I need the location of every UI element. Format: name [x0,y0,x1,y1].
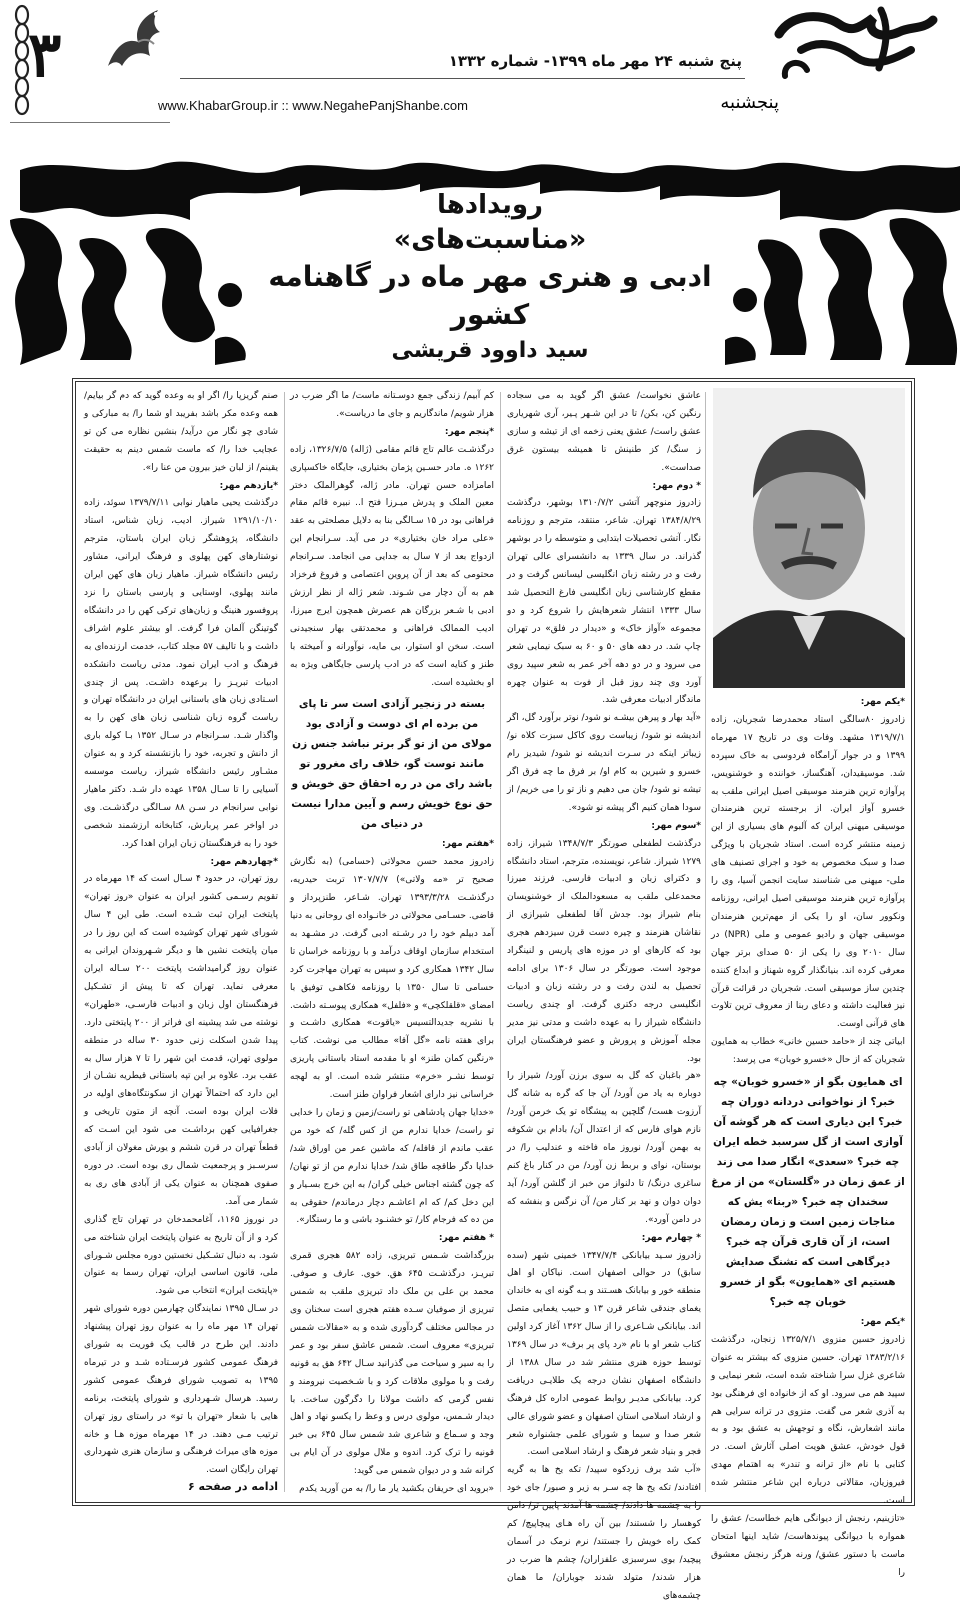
section-heading: *چهاردهم مهر: [210,856,278,867]
article-column-2 [507,388,701,1601]
paragraph: درگذشـت عالم تاج قائم مقامی (ژاله) ۱۳۲۶/۷/۵، زاده ۱۲۶۲ ه. مادر حسـین پژمان بختیاری، جایگاه خاکسپاری امامزاده حسن تهران. مادر ژاله، گوهرالملک دختر معین الملک و پدرش میـرزا فتح ا.. نبیره قائم مقام فراهانی بود در ۱۵ سـالگی بنا به دلایل مصلحتی به عقد «علی مراد خان بختیاری» در می آید. سـرانجام این ازدواج بعد از ۷ سال به جدایی می انجامد. سـرانجام محتومی که بعد از آن پروین اعتصامی و فروغ فرخزاد هم به آن دچار می شـوند. شعر ژاله از نظر ارزش ادبی با شـعر بزرگان هم عصرش همچون ایرج میرزا، ادیب الممالک فراهانی و محمدتقی بهار سنجیدنی است. سخن او استوار، بی مایه، نوآورانه و آمیخته با طنز و کنایه است که در ادب پارسی جایگاهی ویژه به او بخشیده است. [290,444,495,688]
paragraph: در سـال ۱۳۹۵ نمایندگان چهارمین دوره شورای شهر تهران ۱۴ مهر ماه را به عنوان روز تهران پیشنهاد دادند. این طرح در قالب یک فوریت به شورای فرهنگ عمومی کشور فرسـتاده شـد و در تیرماه ۱۳۹۵ به تصویب شورای فرهنگ عمومی کشور رسید. هرسال شـهرداری و شورای پایتخت، برنامه هایی با شعار «تهران با تو» در راستای روز تهران ترتیب مـی دهند. در ۱۴ مهرماه موزه هـا و خانه موزه های میراث فرهنگی و سازمان هنری شهرداری تهران رایگان است. [84,1304,278,1476]
paragraph: زادروز سـید بیابانکی ۱۳۴۷/۷/۴ خمینی شهر (سده سابق) در حوالی اصفهان است. نیاکان او اهل منطقه خور و بیابانک هسـتند و بـه گونه ای به خاندان یغمای جندقی شاعر قرن ۱۳ و حبیب یغمایی متصل اند. بیابانکی شـاعری را از سال ۱۳۶۲ آغاز کرد اولین کتاب شعر او با نام «رد پای پر برف» در سال ۱۳۶۹ توسط حوزه هنری منتشر شد در سال ۱۳۸۸ از دانشگاه اصفهان نشان درجه یک طلایـی دریافت کرد. بیابانکی مدیـر روابط عمومی اداره کل فرهنگ و ارشاد اسلامی استان اصفهان و عضو شورای عالی شعر صدا و سیما و شورای علمی جشنواره شعر فجر و بنیاد شعر فرهنگ و ارشاد اسلامی است. [507,1250,701,1458]
paragraph: در نوروز ۱۱۶۵، آغامحمدخان در تهران تاج گذاری کرد و از آن تاریخ به عنوان پایتخت ایران شناخته می شود. به دنبال تشـکیل نخستین دوره مجلس شـورای ملی، قانون اساسی ایران، تهران رسما به عنوان «پایتخت ایران» انتخاب می شود. [84,1214,279,1297]
poem-highlight: بسته در زنجیر آزادی است سر تا پای من برده ام ای دوست و آزادی بود مولای من از تو گر برتر نباشد جنس زن مانند توست گو، خلاف رای مغرور تو باشد رای من در ره احقاق حق خویش و حق نوع خویش رسم و آیین مدارا نیست در دنیای من [291,698,493,831]
poem-highlight: ای همایون بگو از «خسرو خوبان» چه خبر؟ از نواخوانی دردانه دوران چه خبر؟ این دیاری است که هر گوشه آن آوازی است از گل سرسبد خطه ایران چه خبر؟ «سعدی» انگار صدا می زند از عمق زمان در «گلستان» من از مرغ سخندان چه خبر؟ «ربنا» یش که مناجات زمین است و زمان رمضان است، از آن قاری قرآن چه خبر؟ دیرگاهی است که تشنگ صدایش هستیم ای «همایون» بگو از خسرو خوبان چه خبر؟ [711,1076,905,1309]
section-heading: * هفتم مهر: [438,1233,494,1244]
section-heading: *یکم مهر: [860,1317,905,1328]
phoenix-icon [98,4,168,76]
paragraph: درگذشت یحیی ماهیار نوابی ۱۳۷۹/۷/۱۱ سوئد، زاده ۱۲۹۱/۱۰/۱۰ شیراز. ادیب، زبان شناس، استاد دانشگاه، پژوهشگر زبان ایران باستان، مترجم نوشتارهای کهن پهلوی و فرهنگ ایرانی، مشاور رئیس دانشگاه شیراز. ماهیار زبان های کهن ایران مانند پهلوی، اوستایی و پارسی باستان را نزد پروفسور هنینگ و زبان‌های ترکی کهن را در دانشگاه گوتینگن آلمان فرا گرفت. او بیشتر علوم اشراف داشت و با تالیف ۵۷ مجلد کتاب، خدمت ارزنده‌ای به فرهنگ و ادب ایران نمود. مدتی ریاست دانشکده ادبیات تبریـز را برعهده داشـت. پس از چندی اسـتادی زبان های باستانی ایران در دانشگاه تهران و ریاست گروه زبان شناسی زبان های کهن را به واگذار شـد. سـرانجام در سـال ۱۳۵۲ بـا کوله باری از دانش و تجربه، خود را بازنشسته کرد و به عنوان مشـاور رئیس دانشگاه شیراز، ریاست موسسه آسیایی را تا سـال ۱۳۵۸ عهده دار شـد. دکتر ماهیار نوابی سرانجام در سـن ۸۸ سـالگی درگذشـت. وی در اواخر عمر پربارش، کتابخانه ارزشمند شخصی خود را به فرهنگستان زبان ایران اهدا کرد. [84,498,279,849]
logo-text: نگاه [821,72,823,73]
paragraph: زادروز منوچهر آتشی ۱۳۱۰/۷/۲ بوشهر، درگذشت ۱۳۸۴/۸/۲۹ تهران. شاعر، منتقد، مترجم و روزنامه نگار. آتشی تحصیلات ابتدایی و متوسطه را در بوشهر گذراند. در سال ۱۳۳۹ به دانشسرای عالی تهران رفت و در رشته زبان انگلیسی لیسانس گرفت و در مقطع کارشناسی زبان انگلیسی فارغ التحصیل شد سال ۱۳۳۳ انتشار شعرهایش را شروع کرد و دو مجموعه «آواز خاک» و «دیدار در فلق» در تهران چاپ شد. در دهه های ۵۰ و ۶۰ به سبک نیمایی شعر می سرود و در دو دهه آخر عمر به شعر سپید روی آورد وی چند روز قبل از فوت به عنوان چهره ماندگار ادبیات معرفی شد. [507,498,701,706]
masthead [0,0,970,125]
paragraph: درگذشت لطفعلی صورتگر ۱۳۴۸/۷/۳ شیراز، زاده ۱۲۷۹ شیراز. شاعر، نویسنده، مترجم، استاد دانشگاه و دکترای زبان و ادبیات فارسی. فرزند میرزا محمدعلی ملقب به مسعودالملک از خوشنویسان بنام شیراز بود. جدش آقا لطفعلی شیرازی از نقاشان هنرمند و چیره دست قرن سیزدهم هجری بود که کارهای او در موزه های پاریس و لنینگراد موجود است. صورتگر در سال ۱۳۰۶ برای ادامه تحصیل به لندن رفت و در رشته زبان و ادبیات انگلیسی درجه دکتری گرفت. او چندی ریاست دانشگاه شیراز را به عهده داشت و مدتی نیز مدیر مجله آموزش و پرورش و عضو فرهنگستان ایران بود. [507,838,701,1064]
paragraph: روز تهران، در حدود ۴ سـال است که ۱۴ مهرماه در تقویم رسـمی کشور ایران به عنوان «روز تهران» پایتخت ایران ثبت شـده است. طی این ۴ سال شورای شهر تهران کوشیده است که این روز را در میان پایتخت نشین ها و دیگر شـهروندان ایرانی به عنوان روز گرامیداشت پایتخت ۲۰۰ سـاله ایران معرفی نماید. تهران که تا پیش از تشـکیل فرهنگستان اول زبان و ادبیات فارسـی، «طهران» نوشته می شد پیشینه ای فراتر از ۲۰۰ پایتختی دارد. پیدا شدن اسکلت زنی حدود ۳۰ ساله در منطقه مولوی تهران، قدمت این شهر را تا ۷ هزار سال به عقب برد. علاوه بر این تپه باستانی قیطریه نشـان از این دارد که احتمالاً تهران از سکونتگاه‌های اولیه در فلات ایران بوده است. آنچه از متون تاریخی و جغرافیایی کهن برداشـت می شود این اسـت که قطعاً تهران در قرن ششم و یورش مغولان از آبادی سرسـبز و پرجمعیت شمال ری بوده است. در دوره صفوی همچنان به عنوان یکی از آبادی های ری به شمار می آمد. [84,874,278,1207]
section-heading: *یازدهم مهر: [219,480,278,491]
section-heading: *سوم مهر: [651,820,701,831]
column-divider [284,392,285,1492]
logo-subtitle: پنجشنبه [720,92,779,113]
paragraph: بزرگداشت شـمس تبریزی، زاده ۵۸۲ هجری قمری تبریـز، درگذشـت ۶۴۵ هق. خوی. عارف و صوفی. محمد بن علی بن ملک داد تبریزی ملقب به شمس تبریزی از صوفیان سـده هفتم هجری است سخنان وی در مجالس مختلف گردآوری شده و به «مقالات شمس تبریزی» معروف است. شمس عاشق سفر بود و عمر را به سیر و سیاحت می گذرانید سـال ۶۴۲ هق به قونیه رفت و با مولوی ملاقات کرد و با شـخصیت نیرومند و نفس گرمی که داشت مولانا را دگرگون ساخت. با دیدار شـمس، مولوی درس و وعظ را یکسو نهاد و اهل وجد و سـماع و شاعری شد شمس سال ۶۴۵ بی خبر قونیه را ترک کرد. اندوه و ملال مولوی در آن ایام بی کرانه شد و در دیوان شمس می گوید: [290,1251,494,1477]
paragraph: «آید بهار و پیرهن بیشـه نو شود/ نوتر برآورد گل، اگر اندیشه نو شود/ زیباست روی کاکل سبزت کلاه نو/ زیباتر اینکه در سـرت اندیشه نو شود/ شیدیز رام خسرو و شیرین به کام او/ بر فرق ما چه فرق اگر تیشه نو شود/ جان می دهیم و ناز تو را می خریم/ از سودا همان کنیم اگر پیشه نو شود». [507,713,701,813]
masthead-left-rule [10,122,170,123]
website-links: www.KhabarGroup.ir :: www.NegahePanjShanbe.com [158,98,468,113]
paragraph: ابیاتی چند از «حامد حسین خانی» خطاب به همایون شجریان که از حال «خسرو خوبان» می پرسد: [711,1037,905,1066]
paragraph: «خدایا جهان پادشاهی تو راست/زمین و زمان را خدایی تو راست/ خدایا ندارم من از کس گله/ که خود من عقب ماندم از قافله/ که ماشین عمر من اوراق شد/ خدایا دگر طاقچه طاق شد/ خدایا ندارم من از تو نهان/ که چون گشته اجناس خیلی گران/ به این خرج بسـیار و این دخل کم/ که ام اعاشـم دچار درماندم/ حقوقی به من ده که فرجام کار/ تو خشنـود باشی و ما رستگار». [290,1108,494,1226]
headline-kicker: رویدادها [437,190,543,220]
article-column-4 [84,388,278,1498]
paragraph: کم آبیم/ زندگی جمع دوسـتانه ماست/ ما اگر ضرب در هزار شویم/ ماندگاریم و جای ما دریاست». [290,391,494,419]
headline-block [240,188,740,363]
page-number: ۳ [28,18,62,91]
paragraph: «تازینیم، رنجش از دیوانگی هایم خطاست/ عشق را همواره با دیوانگی پیوندهاست/ شاید اینها امتحان ماست با دستور عشق/ ورنه هرگز رنجش معشوق را [711,1514,905,1578]
headline-line-1: «مناسبت‌های» [393,224,587,255]
continued-note: ادامه در صفحه ۶ [188,1480,278,1493]
issue-date-line: پنج شنبه ۲۴ مهر ماه ۱۳۹۹- شماره ۱۳۳۲ [448,52,742,70]
article-column-1 [711,388,905,1578]
byline: سید داوود قریشی [391,338,589,363]
masthead-rule [180,78,745,79]
paragraph: «بروید ای حریفان بکشید یار ما را/ به من آورید یکدم [299,1484,494,1495]
column-divider [705,392,706,1492]
article-column-3 [290,388,494,1498]
headline-line-2: ادبی و هنری مهر ماه در گاهنامه کشور [268,260,712,331]
newspaper-logo [720,6,946,116]
section-heading: *یکم مهر: [860,697,905,707]
portrait-photo [713,388,905,688]
section-heading: *پنجم مهر: [444,426,494,437]
paragraph: «آب شد برف زردکوه سپید/ تکه یخ ها به گریه افتادند/ تکه یخ ها چه سـر به زیر و صبور/ جای خود را به چشمه ها دادند/ چشمه ها آمدند پایین تر/ دامن کوهسار را شستند/ بین آن راه هـای پیچاپیچ/ کم کمک راه خویش را جستند/ نرم نرمک در آسمان پیچید/ بوی سرسبزی علفزاران/ چشم ها ضرب در هزار شدند/ متولد شدند جوباران/ ما همان چشمه‌های [507,1465,701,1601]
paragraph: زادروز محمد حسن محولاتی (حسامی) (به نگارش صحیح تر «مه ولاتی») ۱۳۰۷/۷/۷ تربت حیدریه، درگذشـت ۱۳۹۳/۳/۲۸ تهران. شـاعر، طنزپرداز و قاضی. حسـامی محولاتی در خانـواده ای روحانی به دنیا آمد دبیلم خود را در رشـته ادبی گرفت. در مشـهد به استخدام سازمان اوقاف درآمد و با روزنامه خراسان تا سال ۱۳۴۲ همکاری کرد و سپس به تهران مهاجرت کرد حسامی تا سال ۱۳۵۰ با روزنامه فکاهـی توفیق با امضای «قلقلکچی» و «فلفل» همکاری پیوسـته داشت. با نشریه جدیدالتسیس «یاقوت» همکاری داشـت و برای هفته نامه «گل آقا» مطالب می نوشت. کتاب «رنگین کمان طنز» او با مقدمه استاد باستانی پاریزی توسط نشـر «خرم» منتشر شده است. او به لهجه خراسانی نیز دارای اشعار فراوان طنز است. [290,857,494,1101]
paragraph: زادروز حسین منزوی ۱۳۲۵/۷/۱ زنجان، درگذشت ۱۳۸۳/۲/۱۶ تهران. حسین منزوی که بیشتر به عنوان شاعری غزل سرا شناخته شده است، شعر نیمایی و سپید هم می سرود. او که از خانواده ای فرهنگی بود به آذری شعر می گفت. منزوی در ترانه سرایی هم مانند اشعارش، نگاه و توجهش به عشق بود و به قول خودش، عشق هویت اصلی آثارش است. در کتابی با نام «از ترانه و تندر» به اهتمام مهدی فیروزیان، مقالاتی درباره این شاعر منتشر شده است. [711,1334,905,1507]
paragraph: صنم گریزپا را/ اگر او به وعده گوید که دم گر بیایم/ همه وعده مکر باشد بفریبد او شما را/ به مبارکی و شادی چو نگار من درآید/ بنشین نظاره می کن تو عجایب خدا را/ که ماست شمس دینم به حقیقت یقینم/ از لبان خیز بیرون من عنا را». [84,391,278,473]
paragraph: عاشق نخواست/ عشق اگر گوید به می سجاده رنگین کن، بکن/ تا در این شـهر پـیر، آری شهریاری عشق راست/ عشق یعنی زخمه ای از تیشه و سازی ز سنگ/ کز طنینش تا همیشه بیستون غرق صداست». [507,391,701,473]
paragraph: زادروز ۸۰سالگی استاد محمدرضا شجریان، زاده ۱۳۱۹/۷/۱ مشهد. وفات وی در تاریخ ۱۷ مهرماه ۱۳۹۹ و در جوار آرامگاه فردوسی به خاک سپرده شد. موسیقیدان، آهنگساز، خواننده و خوشنویس، پرآوازه ترین هنرمند موسیقی اصیل ایرانی ملقب به خسرو آواز ایران. از برجسته ترین هنرمندان موسیقی میهنی ایران که آلبوم های بسیاری از این زمینه منتشر کرده است. استاد شجریان با ویژگی صدا و سبک مخصوص به خود و اجرای تصنیف های ملی- میهنی می شناسند سایت انجمن آسیا، وی را پرآوازه ترین هنرمند موسیقی اصیل ایرانی، روزنامه ونکوور سان، او را یکی از مهم‌ترین هنرمندان موسیقی جهان و رادیو عمومی و ملی (NPR) در سال ۲۰۱۰ وی را یکی از ۵۰ صدای برتر جهان معرفی کرده اند. بنیانگذار گروه شهناز و ابداع کننده چندین ساز موسیقی است. شجریان در قرائت قرآن نیز فعالیت داشته و دعای ربنا از معروف ترین تلاوت های قرآنی اوست. [711,714,905,1030]
section-heading: *هفتم مهر: [441,839,494,850]
paragraph: «هر باغبان که گل به سوی برزن آورد/ شیراز را دوباره به یاد من آورد/ آن جا که گره به شانه گل آرزوت هست/ گلچین به پیشگاه تو یک خرمن آورد/ نازم هوای فارس که از اعتدال آن/ بادام بن شکوفه به بهمن آورد/ نوروز ماه فاخته و عندلیب را/ در بوستان، نوای و بربط زن آورد/ من در کنار باغ کنم ساغری درنگ/ تا دلنواز من خبر از گلشن آورد/ آید دوان دوان و نهد بر کنار من/ آن نرگس و بنفشه که در دامن آورد». [507,1071,701,1225]
column-divider [500,392,501,1492]
section-heading: * چهارم مهر: [641,1232,701,1243]
section-heading: * دوم مهر: [652,480,701,491]
